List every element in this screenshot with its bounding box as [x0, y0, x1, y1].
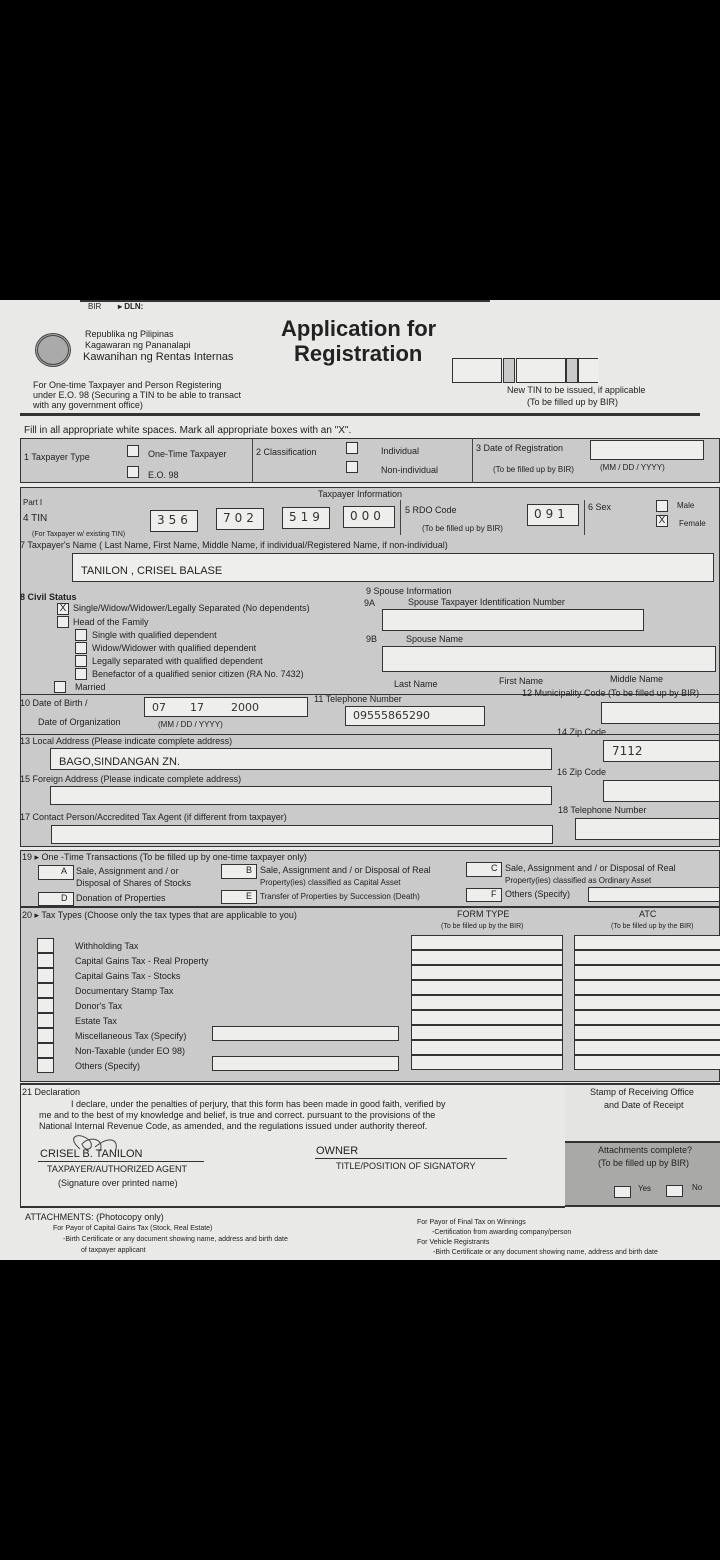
municipality-code-field[interactable]	[601, 702, 720, 724]
transaction-f-checkbox[interactable]: F	[466, 888, 502, 902]
declaration-text: National Internal Revenue Code, as amended, and the regulations issued under authority thereof.	[39, 1121, 428, 1131]
rdo-code-note: (To be filled up by BIR)	[422, 524, 503, 533]
attachments-text: For Vehicle Registrants	[417, 1239, 490, 1246]
declaration-label: 21 Declaration	[22, 1087, 81, 1097]
tax-type-label: Withholding Tax	[75, 941, 139, 951]
dependent-checkbox[interactable]	[75, 629, 87, 641]
female-checkbox[interactable]: X	[656, 515, 668, 527]
divider	[20, 413, 700, 416]
attachments-text: of taxpayer applicant	[81, 1247, 146, 1254]
stamp-label: Stamp of Receiving Office	[590, 1087, 694, 1097]
new-tin-box	[516, 358, 566, 383]
declaration-text: me and to the best of my knowledge and belief, is true and correct. pursuant to the provisions of the	[39, 1110, 436, 1120]
tax-type-checkbox[interactable]	[37, 983, 54, 998]
agency-line-2: Kagawaran ng Pananalapi	[85, 340, 191, 350]
form-type-field[interactable]	[411, 965, 563, 980]
atc-field[interactable]	[574, 980, 720, 995]
contact-person-field[interactable]	[51, 825, 553, 844]
new-tin-box	[452, 358, 502, 383]
dob-label: 10 Date of Birth /	[20, 698, 88, 708]
form-type-field[interactable]	[411, 1055, 563, 1070]
atc-field[interactable]	[574, 1025, 720, 1040]
head-of-family-label: Head of the Family	[73, 617, 149, 627]
atc-header: ATC	[639, 909, 657, 919]
form-type-field[interactable]	[411, 995, 563, 1010]
atc-field[interactable]	[574, 995, 720, 1010]
eo98-checkbox[interactable]	[127, 466, 139, 478]
tax-type-label: Capital Gains Tax - Stocks	[75, 971, 181, 981]
attachments-text: -Birth Certificate or any document showing name, address and birth date	[63, 1236, 288, 1243]
male-label: Male	[677, 501, 695, 510]
transaction-a-label: Sale, Assignment and / or	[76, 866, 179, 876]
tax-type-label: Documentary Stamp Tax	[75, 986, 174, 996]
date-of-registration-note: (To be filled up by BIR)	[493, 465, 574, 474]
foreign-address-label: 15 Foreign Address (Please indicate complete address)	[20, 774, 242, 784]
transaction-b-label: Sale, Assignment and / or Disposal of Real	[260, 865, 431, 875]
attachments-text: For Payor of Capital Gains Tax (Stock, Real Estate)	[53, 1225, 213, 1232]
telephone-label: 11 Telephone Number	[314, 694, 402, 704]
attachments-title: ATTACHMENTS: (Photocopy only)	[25, 1212, 164, 1222]
rdo-code-field[interactable]: 091	[527, 504, 579, 526]
doo-label: Date of Organization	[38, 717, 121, 727]
signer-note: (Signature over printed name)	[58, 1178, 178, 1188]
tin-part-4[interactable]: 000	[343, 506, 395, 528]
transaction-c-checkbox[interactable]: C	[466, 862, 502, 877]
transaction-a-label-2: Disposal of Shares of Stocks	[76, 878, 192, 888]
part-title: Taxpayer Information	[318, 489, 403, 499]
atc-note: (To be filled up by the BIR)	[611, 923, 694, 930]
dependent-checkbox[interactable]	[75, 668, 87, 680]
transaction-c-label-2: Property(ies) classified as Ordinary Asset	[505, 876, 652, 885]
specify-field[interactable]	[212, 1026, 399, 1041]
new-tin-box	[578, 358, 598, 383]
tax-type-label: Others (Specify)	[75, 1061, 141, 1071]
attachments-text: -Certification from awarding company/person	[432, 1229, 572, 1236]
yes-label: Yes	[638, 1184, 652, 1193]
form-type-header: FORM TYPE	[457, 909, 510, 919]
dependent-label: Single with qualified dependent	[92, 630, 217, 640]
attachments-complete-note: (To be filled up by BIR)	[598, 1158, 690, 1168]
agency-line-1: Republika ng Pilipinas	[85, 329, 174, 339]
dob-year: 2000	[231, 701, 259, 714]
spouse-name-number: 9B	[366, 634, 378, 644]
bir-seal-icon	[35, 333, 71, 367]
form-type-field[interactable]	[411, 950, 563, 965]
local-address-label: 13 Local Address (Please indicate complete address)	[20, 736, 233, 746]
signatory-title: OWNER	[316, 1145, 359, 1157]
male-checkbox[interactable]	[656, 500, 668, 512]
eo98-note: For One-time Taxpayer and Person Registering under E.O. 98 (Securing a TIN to be able to transact with any government office)	[33, 380, 241, 410]
atc-field[interactable]	[574, 1055, 720, 1070]
dln-label: ▸ DLN:	[118, 302, 144, 311]
married-label: Married	[75, 682, 106, 692]
non-individual-label: Non-individual	[381, 465, 439, 475]
spouse-name-label: Spouse Name	[406, 634, 464, 644]
tax-type-label: Capital Gains Tax - Real Property	[75, 956, 209, 966]
foreign-zip-field[interactable]	[603, 780, 720, 802]
stamp-label-2: and Date of Receipt	[604, 1100, 684, 1110]
local-address-field[interactable]: BAGO,SINDANGAN ZN.	[50, 748, 552, 770]
taxpayer-name-label: 7 Taxpayer's Name ( Last Name, First Name, Middle Name, if individual/Registered Name, if non-individual)	[20, 540, 448, 550]
dob-day: 17	[190, 701, 204, 714]
head-of-family-checkbox[interactable]	[57, 616, 69, 628]
atc-field[interactable]	[574, 1010, 720, 1025]
attachments-text: -Birth Certificate or any document showing name, address and birth date	[433, 1249, 658, 1256]
tin-part-2[interactable]: 702	[216, 508, 264, 530]
tax-types-label: 20 ▸ Tax Types (Choose only the tax types that are applicable to you)	[22, 910, 297, 920]
tax-type-checkbox[interactable]	[37, 953, 54, 968]
tax-type-checkbox[interactable]	[37, 998, 54, 1013]
non-individual-checkbox[interactable]	[346, 461, 358, 473]
form-type-field[interactable]	[411, 1025, 563, 1040]
one-time-transactions-label: 19 ▸ One -Time Transactions (To be filled up by one-time taxpayer only)	[22, 852, 307, 862]
transaction-b-checkbox[interactable]: B	[221, 864, 257, 879]
civil-status-label: 8 Civil Status	[20, 592, 77, 602]
tin-part-1[interactable]: 356	[150, 510, 198, 532]
agency-line-3: Kawanihan ng Rentas Internas	[83, 351, 234, 363]
new-tin-note-2: (To be filled up by BIR)	[527, 397, 619, 407]
zip-code-label: 14 Zip Code	[557, 727, 607, 737]
spouse-tin-label: Spouse Taxpayer Identification Number	[408, 597, 565, 607]
one-time-taxpayer-checkbox[interactable]	[127, 445, 139, 457]
dependent-label: Benefactor of a qualified senior citizen (RA No. 7432)	[92, 669, 304, 679]
transaction-e-checkbox[interactable]: E	[221, 890, 257, 904]
date-of-registration-field[interactable]	[590, 440, 704, 460]
transaction-d-checkbox[interactable]: D	[38, 892, 74, 906]
spouse-tin-number: 9A	[364, 598, 376, 608]
first-name-label: First Name	[499, 676, 544, 686]
tax-type-label: Donor's Tax	[75, 1001, 123, 1011]
tax-type-label: Non-Taxable (under EO 98)	[75, 1046, 186, 1056]
form-type-field[interactable]	[411, 1040, 563, 1055]
form-type-field[interactable]	[411, 980, 563, 995]
dob-field[interactable]	[144, 697, 308, 717]
married-checkbox[interactable]	[54, 681, 66, 693]
atc-field[interactable]	[574, 965, 720, 980]
individual-checkbox[interactable]	[346, 442, 358, 454]
form-title-2: Registration	[294, 341, 423, 366]
dependent-label: Widow/Widower with qualified dependent	[92, 643, 257, 653]
date-of-registration-label: 3 Date of Registration	[476, 443, 564, 453]
no-label: No	[692, 1183, 703, 1192]
form-type-note: (To be filled up by the BIR)	[441, 923, 524, 930]
dependent-checkbox[interactable]	[75, 655, 87, 667]
contact-person-label: 17 Contact Person/Accredited Tax Agent (if different from taxpayer)	[20, 812, 287, 822]
taxpayer-type-label: 1 Taxpayer Type	[24, 452, 90, 462]
zip-code-field[interactable]: 7112	[603, 740, 720, 762]
tax-type-checkbox[interactable]	[37, 938, 54, 953]
no-checkbox[interactable]	[666, 1185, 683, 1197]
single-checkbox[interactable]: X	[57, 603, 69, 615]
atc-field[interactable]	[574, 1040, 720, 1055]
date-format: (MM / DD / YYYY)	[600, 463, 665, 472]
transaction-b-label-2: Property(ies) classified as Capital Asset	[260, 878, 401, 887]
transaction-e-label: Transfer of Properties by Succession (Death)	[260, 892, 420, 901]
form-type-field[interactable]	[411, 1010, 563, 1025]
transaction-d-label: Donation of Properties	[76, 893, 166, 903]
bir-label: BIR	[88, 302, 102, 311]
signer-name: CRISEL B. TANILON	[40, 1148, 143, 1160]
last-name-label: Last Name	[394, 679, 438, 689]
sex-label: 6 Sex	[588, 502, 612, 512]
attachments-text: For Payor of Final Tax on Winnings	[417, 1219, 526, 1226]
eo98-label: E.O. 98	[148, 470, 179, 480]
telephone-field[interactable]: 09555865290	[345, 706, 485, 726]
tax-type-label: Miscellaneous Tax (Specify)	[75, 1031, 187, 1041]
part-label: Part I	[23, 498, 43, 507]
spouse-tin-field[interactable]	[382, 609, 644, 631]
signer-label: TAXPAYER/AUTHORIZED AGENT	[47, 1164, 188, 1174]
specify-field[interactable]	[212, 1056, 399, 1071]
foreign-zip-label: 16 Zip Code	[557, 767, 607, 777]
spouse-info-label: 9 Spouse Information	[366, 586, 452, 596]
rdo-code-label: 5 RDO Code	[405, 505, 457, 515]
individual-label: Individual	[381, 446, 420, 456]
spouse-name-field[interactable]	[382, 646, 716, 672]
tax-type-checkbox[interactable]	[37, 1058, 54, 1073]
instructions: Fill in all appropriate white spaces. Mark all appropriate boxes with an "X".	[24, 425, 352, 436]
classification-label: 2 Classification	[256, 447, 317, 457]
others-specify-field[interactable]	[588, 887, 720, 902]
single-label: Single/Widow/Widower/Legally Separated (No dependents)	[73, 603, 310, 613]
contact-telephone-field[interactable]	[575, 818, 720, 840]
dob-format: (MM / DD / YYYY)	[158, 720, 223, 729]
foreign-address-field[interactable]	[50, 786, 552, 805]
atc-field[interactable]	[574, 950, 720, 965]
new-tin-note: New TIN to be issued, if applicable	[507, 385, 646, 395]
declaration-text: I declare, under the penalties of perjury, that this form has been made in good faith, verified by	[71, 1099, 446, 1109]
transaction-c-label: Sale, Assignment and / or Disposal of Real	[505, 863, 676, 873]
attachments-complete-label: Attachments complete?	[598, 1145, 693, 1155]
municipality-code-label: 12 Municipality Code (To be filled up by BIR)	[522, 688, 700, 698]
one-time-taxpayer-label: One-Time Taxpayer	[148, 449, 227, 459]
transaction-a-checkbox[interactable]: A	[38, 865, 74, 880]
form-type-field[interactable]	[411, 935, 563, 950]
yes-checkbox[interactable]	[614, 1186, 631, 1198]
taxpayer-name-field[interactable]: TANILON , CRISEL BALASE	[72, 553, 714, 582]
middle-name-label: Middle Name	[610, 674, 664, 684]
dependent-label: Legally separated with qualified dependent	[92, 656, 263, 666]
tin-part-3[interactable]: 519	[282, 507, 330, 529]
tax-type-checkbox[interactable]	[37, 968, 54, 983]
atc-field[interactable]	[574, 935, 720, 950]
tax-type-checkbox[interactable]	[37, 1013, 54, 1028]
tax-type-checkbox[interactable]	[37, 1043, 54, 1058]
contact-telephone-label: 18 Telephone Number	[558, 805, 647, 815]
signatory-title-label: TITLE/POSITION OF SIGNATORY	[336, 1161, 476, 1171]
form-title-1: Application for	[281, 316, 437, 341]
female-label: Female	[679, 519, 706, 528]
dependent-checkbox[interactable]	[75, 642, 87, 654]
tin-label: 4 TIN	[23, 513, 48, 524]
dob-month: 07	[152, 701, 166, 714]
transaction-f-label: Others (Specify)	[505, 889, 571, 899]
tax-type-checkbox[interactable]	[37, 1028, 54, 1043]
tin-note: (For Taxpayer w/ existing TIN)	[32, 531, 126, 538]
tax-type-label: Estate Tax	[75, 1016, 117, 1026]
